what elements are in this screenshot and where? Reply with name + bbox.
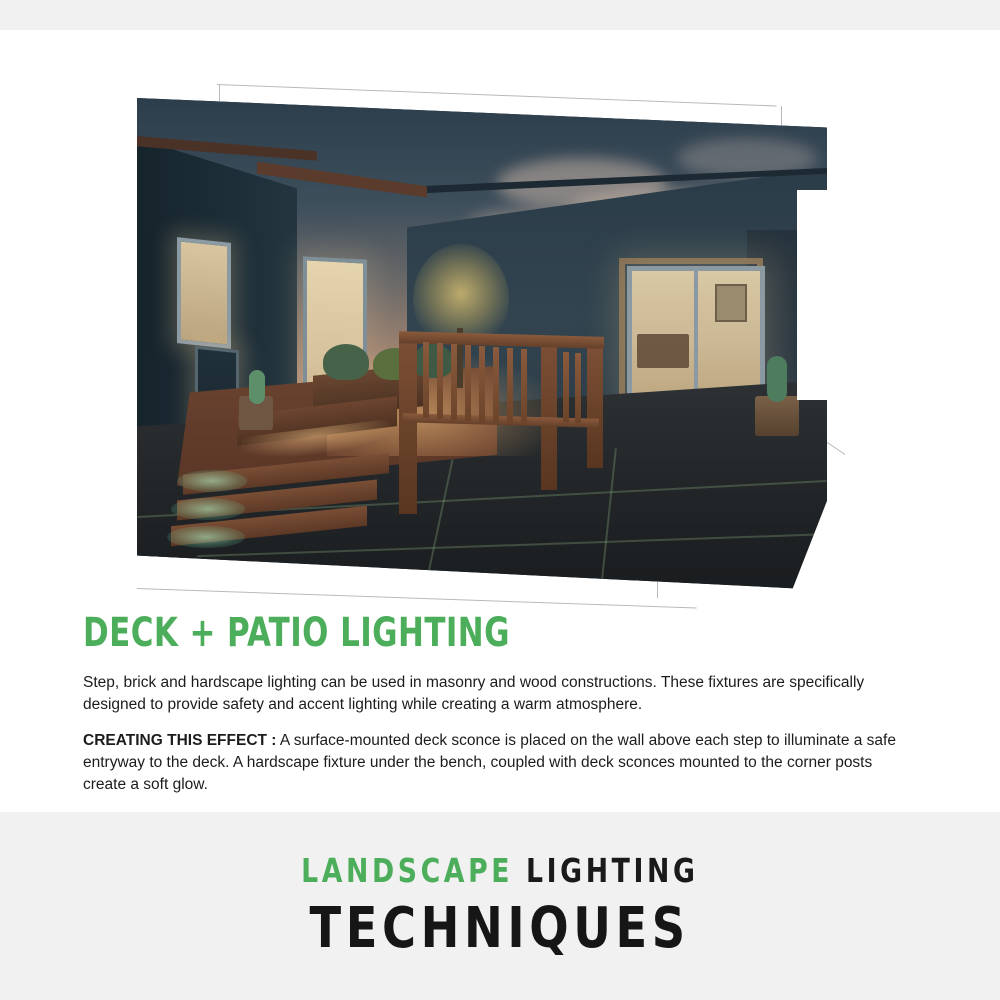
rail-baluster	[437, 343, 443, 419]
planter-pot	[755, 396, 799, 436]
intro-paragraph: Step, brick and hardscape lighting can be used in masonry and wood constructions. These fixtures are specifically designed to provide safety and accent lighting while creating a warm atmosphere.	[83, 674, 865, 713]
cactus-plant	[249, 370, 265, 404]
rail-baluster	[423, 342, 429, 418]
footer-title-line-1	[301, 851, 698, 890]
rail-baluster	[465, 345, 471, 421]
rendering-canvas	[137, 98, 827, 590]
rail-baluster	[451, 344, 457, 420]
effect-description: A surface-mounted deck sconce is placed on the wall above each step to illuminate a safe entryway to the deck. A hardscape fixture under the bench, coupled with deck sconces mounted to the corner posts create a soft glow.	[83, 732, 896, 793]
step-light-glow	[171, 498, 245, 520]
content-card	[0, 30, 1000, 812]
rail-corner-post	[541, 340, 557, 490]
cactus-plant	[767, 356, 787, 402]
interior-wall-art	[715, 284, 747, 322]
lit-window	[177, 237, 231, 349]
illustration-deck-patio-night-rendering	[137, 68, 865, 598]
guide-line-bottom	[137, 588, 697, 609]
step-light-glow	[177, 470, 247, 492]
planter-foliage	[323, 344, 369, 380]
rail-corner-post	[587, 348, 603, 468]
rail-baluster	[575, 353, 581, 423]
effect-paragraph	[83, 730, 918, 796]
rail-baluster	[479, 346, 485, 422]
footer-branding	[0, 812, 1000, 1000]
step-light-glow	[167, 526, 245, 548]
effect-label: CREATING THIS EFFECT :	[83, 732, 277, 749]
rail-corner-post	[399, 334, 417, 514]
page-title: DECK + PATIO LIGHTING	[83, 610, 510, 656]
rail-baluster	[521, 349, 527, 425]
footer-word-lighting: LIGHTING	[526, 851, 699, 890]
footer-word-landscape: LANDSCAPE	[301, 851, 514, 890]
rail-baluster	[507, 348, 513, 424]
guide-line-top	[217, 84, 777, 106]
footer-title-line-2: TECHNIQUES	[309, 896, 691, 961]
rail-baluster	[493, 347, 499, 423]
rail-baluster	[563, 352, 569, 422]
interior-table	[637, 334, 689, 368]
article-text-block	[83, 610, 918, 810]
crop-mask	[797, 190, 867, 400]
